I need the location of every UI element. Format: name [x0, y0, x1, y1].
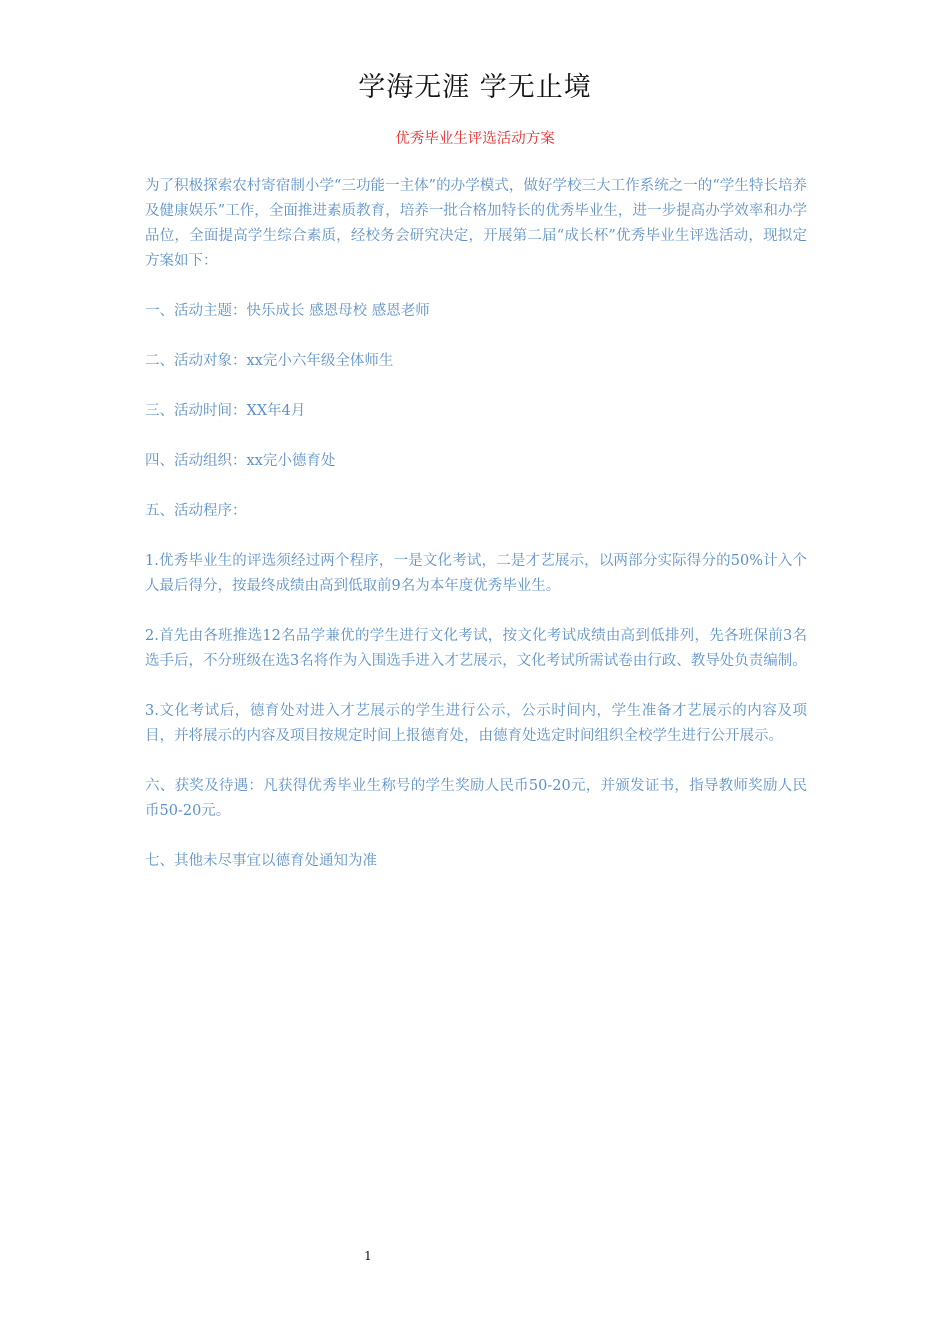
section-time: 三、活动时间：XX年4月 [145, 403, 306, 419]
procedure-item-3: 3.文化考试后，德育处对进入才艺展示的学生进行公示，公示时间内，学生准备才艺展示的内容及项目，并将展示的内容及项目按规定时间上报德育处，由德育处选定时间组织全校学生进行公开展示。 [145, 703, 807, 744]
section-awards: 六、获奖及待遇：凡获得优秀毕业生称号的学生奖励人民币50-20元，并颁发证书，指导教师奖励人民币50-20元。 [145, 778, 807, 819]
procedure-item-2: 2.首先由各班推选12名品学兼优的学生进行文化考试，按文化考试成绩由高到低排列，先各班保前3名选手后，不分班级在选3名将作为入围选手进入才艺展示，文化考试所需试卷由行政、教导处负责编制。 [145, 628, 807, 669]
intro-paragraph: 为了积极探索农村寄宿制小学“三功能一主体”的办学模式，做好学校三大工作系统之一的“学生特长培养及健康娱乐”工作，全面推进素质教育，培养一批合格加特长的优秀毕业生，进一步提高办学效率和办学品位，全面提高学生综合素质，经校务会研究决定，开展第二届“成长杯”优秀毕业生评选活动，现拟定方案如下： [145, 178, 807, 269]
section-theme: 一、活动主题：快乐成长 感恩母校 感恩老师 [145, 303, 430, 319]
section-other: 七、其他未尽事宜以德育处通知为准 [145, 853, 377, 869]
page-number: 1 [364, 1249, 372, 1263]
procedure-item-1: 1.优秀毕业生的评选须经过两个程序，一是文化考试，二是才艺展示，以两部分实际得分的50%计入个人最后得分，按最终成绩由高到低取前9名为本年度优秀毕业生。 [145, 553, 807, 594]
document-title: 优秀毕业生评选活动方案 [395, 131, 555, 147]
document-body [145, 174, 807, 899]
page-header-title: 学海无涯 学无止境 [358, 72, 592, 103]
section-participants: 二、活动对象：xx完小六年级全体师生 [145, 353, 394, 369]
section-procedure-heading: 五、活动程序： [145, 503, 247, 519]
section-organizer: 四、活动组织：xx完小德育处 [145, 453, 336, 469]
